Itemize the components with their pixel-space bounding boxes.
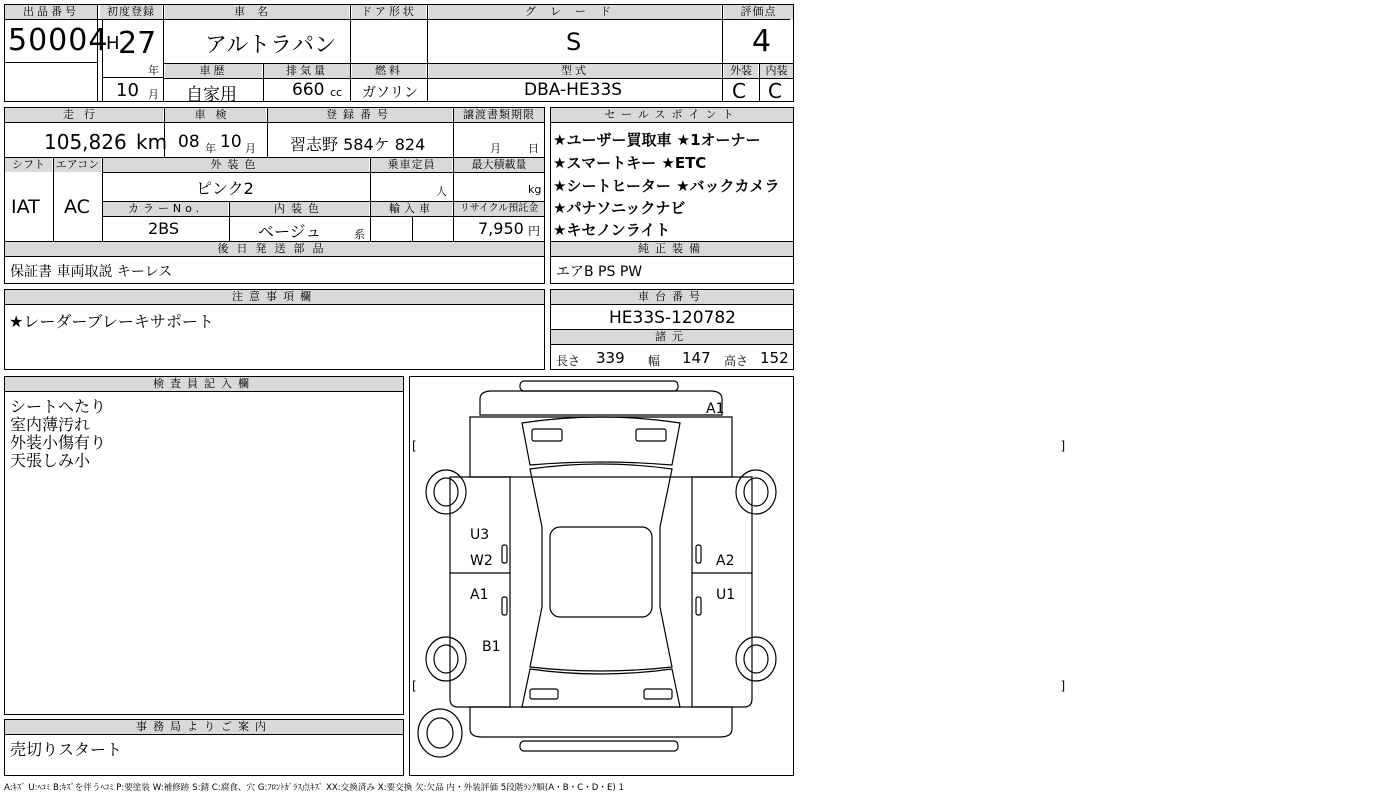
door-header: ドア形状 <box>352 5 426 19</box>
bonnet-icon <box>480 391 725 417</box>
sales-points-header: セールスポイント <box>551 108 793 122</box>
score-header: 評価点 <box>724 5 793 19</box>
fuel-value: ガソリン <box>362 85 418 101</box>
interior-value: C <box>768 79 782 103</box>
spare-wheel-icon <box>418 709 462 757</box>
lot-number: 50004 <box>8 23 109 58</box>
plate-header: 登録番号 <box>268 108 452 122</box>
displacement-unit: cc <box>330 86 343 99</box>
sales-point-line: ★スマートキー ★ETC <box>553 154 707 172</box>
chassis-header: 車台番号 <box>551 290 793 304</box>
mileage-header: 走行 <box>5 108 163 122</box>
displacement-header: 排気量 <box>264 64 350 78</box>
inspection-header: 車検 <box>165 108 266 122</box>
damage-mark: A2 <box>716 553 735 569</box>
roof-icon <box>550 527 652 617</box>
plate-value: 習志野 584ケ 824 <box>290 135 426 154</box>
rear-panel-icon <box>470 707 732 737</box>
interior-color-value: ベージュ <box>258 222 322 241</box>
year-unit: 年 <box>148 64 159 77</box>
model-header: 型式 <box>429 64 721 78</box>
model-value: DBA-HE33S <box>524 80 623 100</box>
exterior-header: 外装 <box>724 64 758 78</box>
dims-header: 諸元 <box>551 330 793 344</box>
sales-point-line: ★キセノンライト <box>553 221 671 239</box>
grade-value: S <box>566 28 582 56</box>
damage-mark: A1 <box>470 587 489 603</box>
sales-point-line: ★ユーザー買取車 ★1オーナー <box>553 131 761 149</box>
color-header: 外装色 <box>103 158 369 172</box>
office-value: 売切りスタート <box>10 740 123 759</box>
capacity-unit: 人 <box>436 185 447 198</box>
inspection-year-unit: 年 <box>205 142 216 155</box>
recycle-header: リサイクル預託金 <box>454 202 544 216</box>
wheel-rear-left-icon <box>426 637 466 681</box>
front-bumper-icon <box>520 381 678 391</box>
color-no-header: カラーNo. <box>103 202 228 216</box>
wheel-rear-right-icon <box>736 637 776 681</box>
inspector-line: 天張しみ小 <box>10 451 91 470</box>
month-unit: 月 <box>148 88 159 101</box>
history-value: 自家用 <box>186 85 237 105</box>
first-reg-year: 27 <box>118 26 157 61</box>
transfer-day-unit: 日 <box>528 142 539 155</box>
inspection-month-unit: 月 <box>245 142 256 155</box>
first-reg-header: 初度登録 <box>100 5 162 19</box>
damage-mark: B1 <box>482 639 501 655</box>
transfer-header: 譲渡書類期限 <box>454 108 544 122</box>
inspector-line: シートへたり <box>10 397 107 416</box>
office-header: 事務局よりご案内 <box>5 720 403 734</box>
later-parts-value: 保証書 車両取説 キーレス <box>10 264 173 280</box>
import-header: 輸入車 <box>371 202 452 216</box>
capacity-header: 乗車定員 <box>371 158 452 172</box>
fuel-header: 燃料 <box>352 64 426 78</box>
mileage-unit: km <box>136 130 168 154</box>
inspection-year: 08 <box>178 132 200 152</box>
load-header: 最大積載量 <box>454 158 544 172</box>
car-diagram-drawing <box>410 377 793 775</box>
bracket: [ ] <box>412 439 1385 453</box>
grade-header: グレード <box>429 5 721 19</box>
exterior-value: C <box>732 79 746 103</box>
recycle-unit: 円 <box>528 224 541 238</box>
inspector-line: 外装小傷有り <box>10 433 107 452</box>
sales-point-line: ★シートヒーター ★バックカメラ <box>553 177 780 195</box>
legend: A:ｷｽﾞ U:ﾍｺﾐ B:ｷｽﾞを伴うﾍｺﾐ P:要塗装 W:補修跡 S:錆 C:腐食、穴 G:ﾌﾛﾝﾄｶﾞﾗｽ点ｷｽﾞ XX:交換済み X:要交換 欠:欠品 内・外装評価 5段階ﾗﾝｸ順(A・B・C・D・E) 1 <box>4 783 624 793</box>
inspector-header: 検査員記入欄 <box>5 377 403 391</box>
recycle-value: 7,950 <box>478 219 524 238</box>
first-reg-era: H <box>106 33 120 54</box>
equipment-header: 純正装備 <box>551 242 793 256</box>
cabin-icon <box>530 464 672 671</box>
height-label: 高さ <box>724 354 749 368</box>
score-value: 4 <box>752 24 772 59</box>
notes-header: 注意事項欄 <box>5 290 544 304</box>
damage-mark: A1 <box>706 401 725 417</box>
interior-color-unit: 系 <box>354 228 365 241</box>
shift-value: IAT <box>11 196 40 218</box>
damage-mark: U3 <box>470 527 490 543</box>
car-name: アルトラパン <box>205 33 337 58</box>
car-name-header: 車名 <box>165 5 349 19</box>
length-label: 長さ <box>556 354 581 368</box>
bracket: [ ] <box>412 679 1385 693</box>
damage-mark: U1 <box>716 587 736 603</box>
later-parts-header: 後日発送部品 <box>5 242 544 256</box>
wheel-front-right-icon <box>736 470 776 514</box>
transfer-month-unit: 月 <box>490 142 501 155</box>
ac-header: エアコン <box>55 158 100 171</box>
damage-mark: W2 <box>470 553 493 569</box>
history-header: 車歴 <box>165 64 262 78</box>
mileage-value: 105,826 <box>44 130 127 154</box>
notes-value: ★レーダーブレーキサポート <box>9 312 214 331</box>
inspection-month: 10 <box>220 132 242 152</box>
car-diagram <box>409 376 1385 776</box>
sales-point-line: ★パナソニックナビ <box>553 199 686 217</box>
chassis-value: HE33S-120782 <box>609 308 736 328</box>
shift-header: シフト <box>5 158 52 172</box>
equipment-value: エアB PS PW <box>556 264 643 280</box>
length-value: 339 <box>596 349 625 367</box>
displacement-value: 660 <box>292 80 325 100</box>
height-value: 152 <box>760 349 789 367</box>
width-value: 147 <box>682 349 711 367</box>
color-value: ピンク2 <box>196 179 254 198</box>
load-unit: kg <box>528 183 542 196</box>
inspector-line: 室内薄汚れ <box>10 415 91 434</box>
lot-number-header: 出品番号 <box>5 5 97 19</box>
first-reg-month: 10 <box>116 80 139 101</box>
color-no-value: 2BS <box>148 219 180 238</box>
width-label: 幅 <box>648 354 661 368</box>
wheel-front-left-icon <box>426 470 466 514</box>
rear-bumper-icon <box>520 741 678 751</box>
interior-header: 内装 <box>760 64 793 78</box>
ac-value: AC <box>64 196 90 218</box>
interior-color-header: 内装色 <box>230 202 369 216</box>
